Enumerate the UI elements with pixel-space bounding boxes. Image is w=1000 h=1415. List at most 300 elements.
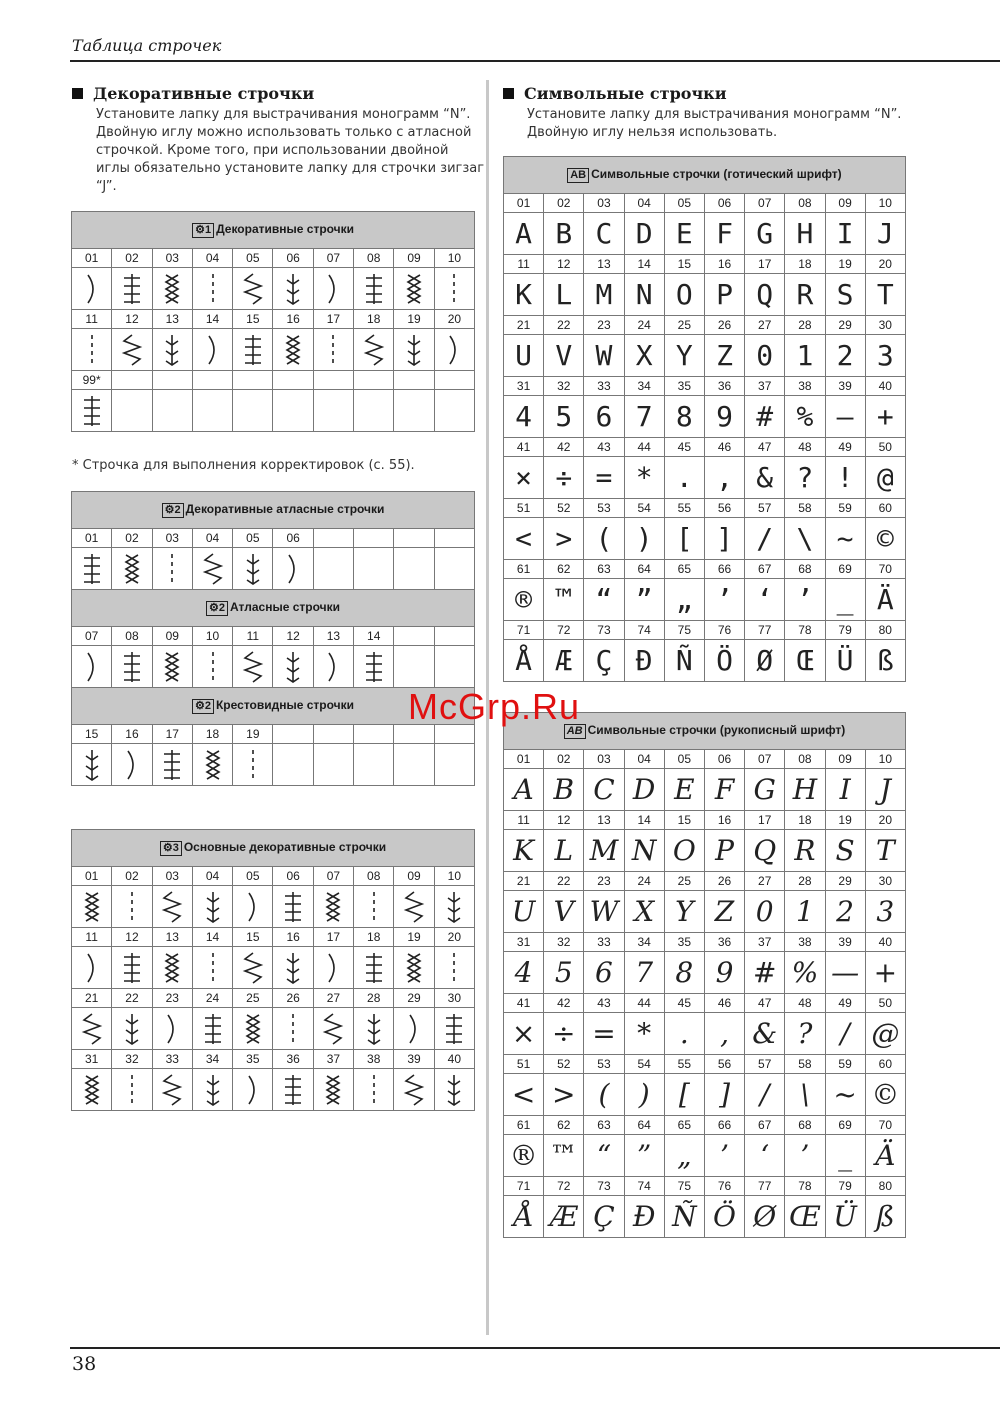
character-cell[interactable]: [584, 891, 624, 933]
character-cell[interactable]: [544, 579, 584, 621]
stitch-cell[interactable]: [233, 947, 273, 989]
character-cell[interactable]: [544, 518, 584, 560]
character-cell[interactable]: [745, 1013, 785, 1055]
stitch-cell[interactable]: [112, 268, 152, 310]
character-cell[interactable]: [584, 1013, 624, 1055]
character-cell[interactable]: [624, 213, 664, 255]
character-cell[interactable]: [865, 274, 905, 316]
character-cell[interactable]: [624, 1074, 664, 1116]
stitch-cell[interactable]: [434, 1008, 474, 1050]
stitch-number: 19: [825, 255, 865, 274]
character-cell[interactable]: [624, 769, 664, 811]
character-glyph: ): [638, 1078, 650, 1111]
character-cell[interactable]: [544, 1196, 584, 1238]
stitch-cell[interactable]: [434, 268, 474, 310]
character-cell[interactable]: [785, 1135, 825, 1177]
stitch-cell[interactable]: [273, 947, 313, 989]
character-cell[interactable]: [825, 769, 865, 811]
character-cell[interactable]: [785, 769, 825, 811]
character-cell[interactable]: [825, 952, 865, 994]
character-cell[interactable]: [825, 640, 865, 682]
stitch-cell[interactable]: [112, 744, 152, 786]
character-cell[interactable]: [745, 396, 785, 438]
character-cell[interactable]: [504, 518, 544, 560]
character-cell[interactable]: [825, 396, 865, 438]
character-cell[interactable]: [584, 579, 624, 621]
character-cell[interactable]: [785, 274, 825, 316]
stitch-cell[interactable]: [273, 646, 313, 688]
stitch-cell[interactable]: [112, 886, 152, 928]
stitch-cell[interactable]: [394, 646, 434, 688]
character-cell[interactable]: [745, 1135, 785, 1177]
stitch-cell[interactable]: [152, 268, 192, 310]
character-cell[interactable]: [504, 1013, 544, 1055]
stitch-pattern-icon: [241, 552, 265, 586]
stitch-cell[interactable]: [313, 390, 353, 432]
stitch-cell[interactable]: [112, 646, 152, 688]
basic-decorative-stitch-table: [71, 829, 475, 1111]
character-cell[interactable]: [624, 891, 664, 933]
character-cell[interactable]: [785, 213, 825, 255]
stitch-cell[interactable]: [394, 329, 434, 371]
character-cell[interactable]: [704, 891, 744, 933]
stitch-cell[interactable]: [152, 1008, 192, 1050]
stitch-cell[interactable]: [72, 947, 112, 989]
character-cell[interactable]: [785, 1074, 825, 1116]
stitch-cell[interactable]: [273, 886, 313, 928]
stitch-cell[interactable]: [112, 390, 152, 432]
character-cell[interactable]: [544, 457, 584, 499]
stitch-number: 02: [112, 249, 152, 268]
character-cell[interactable]: [865, 891, 905, 933]
character-cell[interactable]: [504, 891, 544, 933]
stitch-cell[interactable]: [192, 548, 232, 590]
character-cell[interactable]: [785, 457, 825, 499]
stitch-number: 37: [313, 1050, 353, 1069]
stitch-cell[interactable]: [434, 947, 474, 989]
character-cell[interactable]: [544, 769, 584, 811]
character-cell[interactable]: [745, 213, 785, 255]
stitch-cell[interactable]: [394, 1069, 434, 1111]
stitch-cell[interactable]: [152, 329, 192, 371]
character-glyph: ™: [549, 1139, 578, 1172]
character-cell[interactable]: [745, 457, 785, 499]
stitch-cell[interactable]: [72, 1008, 112, 1050]
stitch-pattern-icon: [201, 272, 225, 306]
character-cell[interactable]: [865, 830, 905, 872]
stitch-cell[interactable]: [394, 886, 434, 928]
stitch-cell[interactable]: [354, 1008, 394, 1050]
character-cell[interactable]: [584, 396, 624, 438]
character-cell[interactable]: [544, 274, 584, 316]
stitch-mode-icon: ⚙2: [162, 503, 184, 518]
character-cell[interactable]: [664, 213, 704, 255]
character-cell[interactable]: [704, 640, 744, 682]
stitch-number: 10: [865, 194, 905, 213]
stitch-cell[interactable]: [72, 329, 112, 371]
character-cell[interactable]: [745, 1074, 785, 1116]
character-cell[interactable]: [785, 335, 825, 377]
stitch-cell[interactable]: [233, 548, 273, 590]
character-cell[interactable]: [544, 640, 584, 682]
stitch-cell[interactable]: [354, 646, 394, 688]
character-cell[interactable]: [664, 518, 704, 560]
character-cell[interactable]: [584, 1196, 624, 1238]
character-glyph: M: [589, 834, 619, 867]
stitch-cell[interactable]: [152, 886, 192, 928]
stitch-cell[interactable]: [313, 268, 353, 310]
stitch-cell[interactable]: [192, 268, 232, 310]
character-cell[interactable]: [704, 213, 744, 255]
character-cell[interactable]: [504, 274, 544, 316]
stitch-cell[interactable]: [112, 947, 152, 989]
character-cell[interactable]: [825, 457, 865, 499]
stitch-cell[interactable]: [72, 646, 112, 688]
character-glyph: ×: [515, 461, 533, 494]
stitch-cell[interactable]: [72, 268, 112, 310]
character-glyph: 7: [635, 956, 654, 989]
stitch-cell[interactable]: [273, 548, 313, 590]
stitch-cell[interactable]: [72, 390, 112, 432]
stitch-pattern-icon: [80, 1012, 104, 1046]
stitch-cell[interactable]: [434, 744, 474, 786]
character-cell[interactable]: [704, 1196, 744, 1238]
character-cell[interactable]: [504, 830, 544, 872]
character-cell[interactable]: [865, 1074, 905, 1116]
character-cell[interactable]: [624, 274, 664, 316]
character-cell[interactable]: [624, 457, 664, 499]
character-cell[interactable]: [624, 640, 664, 682]
stitch-cell[interactable]: [354, 268, 394, 310]
character-cell[interactable]: [624, 1196, 664, 1238]
stitch-cell[interactable]: [313, 329, 353, 371]
character-cell[interactable]: [785, 830, 825, 872]
stitch-cell[interactable]: [354, 744, 394, 786]
character-cell[interactable]: [704, 1135, 744, 1177]
character-cell[interactable]: [704, 830, 744, 872]
stitch-number: 54: [624, 1055, 664, 1074]
character-cell[interactable]: [704, 457, 744, 499]
character-cell[interactable]: [504, 640, 544, 682]
character-cell[interactable]: [825, 830, 865, 872]
character-cell[interactable]: [825, 213, 865, 255]
character-cell[interactable]: [785, 1196, 825, 1238]
stitch-cell[interactable]: [192, 390, 232, 432]
character-cell[interactable]: [865, 769, 905, 811]
character-cell[interactable]: [785, 1013, 825, 1055]
stitch-cell[interactable]: [192, 744, 232, 786]
stitch-cell[interactable]: [354, 548, 394, 590]
stitch-number: 28: [354, 989, 394, 1008]
stitch-cell[interactable]: [112, 1008, 152, 1050]
character-cell[interactable]: [745, 335, 785, 377]
character-cell[interactable]: [825, 1196, 865, 1238]
character-cell[interactable]: [745, 579, 785, 621]
stitch-cell[interactable]: [394, 744, 434, 786]
character-cell[interactable]: [584, 830, 624, 872]
stitch-cell[interactable]: [72, 1069, 112, 1111]
character-cell[interactable]: [664, 274, 704, 316]
character-cell[interactable]: [584, 1135, 624, 1177]
character-cell[interactable]: [664, 891, 704, 933]
character-cell[interactable]: [785, 952, 825, 994]
stitch-cell[interactable]: [434, 1069, 474, 1111]
stitch-cell[interactable]: [233, 646, 273, 688]
character-cell[interactable]: [865, 518, 905, 560]
character-cell[interactable]: [584, 769, 624, 811]
character-cell[interactable]: [704, 769, 744, 811]
character-cell[interactable]: [504, 213, 544, 255]
stitch-cell[interactable]: [72, 886, 112, 928]
stitch-cell[interactable]: [434, 329, 474, 371]
character-cell[interactable]: [865, 396, 905, 438]
character-cell[interactable]: [504, 1074, 544, 1116]
stitch-cell[interactable]: [233, 390, 273, 432]
character-cell[interactable]: [865, 1135, 905, 1177]
character-cell[interactable]: [825, 274, 865, 316]
stitch-cell[interactable]: [313, 646, 353, 688]
character-cell[interactable]: [704, 335, 744, 377]
character-cell[interactable]: [865, 579, 905, 621]
character-cell[interactable]: [664, 1013, 704, 1055]
stitch-cell[interactable]: [313, 744, 353, 786]
character-glyph: #: [752, 956, 777, 989]
character-cell[interactable]: [584, 335, 624, 377]
stitch-cell[interactable]: [72, 548, 112, 590]
character-cell[interactable]: [745, 952, 785, 994]
stitch-cell[interactable]: [273, 329, 313, 371]
character-cell[interactable]: [825, 1135, 865, 1177]
character-cell[interactable]: [745, 274, 785, 316]
character-cell[interactable]: [624, 518, 664, 560]
character-cell[interactable]: [544, 213, 584, 255]
stitch-number: 14: [192, 928, 232, 947]
character-cell[interactable]: [704, 274, 744, 316]
character-cell[interactable]: [865, 213, 905, 255]
character-cell[interactable]: [865, 335, 905, 377]
character-cell[interactable]: [664, 769, 704, 811]
stitch-cell[interactable]: [152, 1069, 192, 1111]
character-cell[interactable]: [825, 579, 865, 621]
character-cell[interactable]: [664, 640, 704, 682]
stitch-pattern-icon: [241, 748, 265, 782]
character-cell[interactable]: [664, 1074, 704, 1116]
character-cell[interactable]: [664, 579, 704, 621]
character-glyph: ’: [720, 1139, 729, 1172]
stitch-cell[interactable]: [354, 329, 394, 371]
character-cell[interactable]: [865, 1013, 905, 1055]
character-cell[interactable]: [544, 830, 584, 872]
character-cell[interactable]: [785, 640, 825, 682]
stitch-cell[interactable]: [152, 947, 192, 989]
character-cell[interactable]: [825, 335, 865, 377]
character-cell[interactable]: [745, 1196, 785, 1238]
character-cell[interactable]: [825, 1074, 865, 1116]
character-cell[interactable]: [504, 396, 544, 438]
character-cell[interactable]: [664, 952, 704, 994]
character-cell[interactable]: [624, 830, 664, 872]
stitch-cell[interactable]: [313, 548, 353, 590]
character-cell[interactable]: [624, 396, 664, 438]
character-cell[interactable]: [584, 457, 624, 499]
stitch-cell[interactable]: [313, 886, 353, 928]
character-cell[interactable]: [504, 579, 544, 621]
stitch-cell[interactable]: [233, 1008, 273, 1050]
character-cell[interactable]: [745, 769, 785, 811]
stitch-cell[interactable]: [434, 886, 474, 928]
character-glyph: Ç: [595, 644, 613, 677]
character-glyph: /: [760, 1078, 770, 1111]
stitch-cell[interactable]: [394, 947, 434, 989]
stitch-cell[interactable]: [192, 947, 232, 989]
character-cell[interactable]: [704, 396, 744, 438]
font-script-icon: AB: [564, 724, 586, 739]
stitch-cell[interactable]: [233, 886, 273, 928]
stitch-cell[interactable]: [354, 947, 394, 989]
stitch-cell[interactable]: [192, 329, 232, 371]
stitch-cell[interactable]: [313, 1008, 353, 1050]
character-intro: Установите лапку для выстрачивания монограмм “N”. Двойную иглу нельзя использовать.: [527, 107, 902, 140]
character-cell[interactable]: [544, 891, 584, 933]
stitch-cell[interactable]: [112, 548, 152, 590]
character-cell[interactable]: [704, 579, 744, 621]
character-cell[interactable]: [704, 1013, 744, 1055]
stitch-cell[interactable]: [273, 1069, 313, 1111]
character-cell[interactable]: [584, 640, 624, 682]
stitch-cell[interactable]: [152, 744, 192, 786]
character-cell[interactable]: [785, 396, 825, 438]
stitch-pattern-icon: [442, 1012, 466, 1046]
character-cell[interactable]: [825, 891, 865, 933]
character-cell[interactable]: [865, 952, 905, 994]
character-cell[interactable]: [544, 1013, 584, 1055]
stitch-cell[interactable]: [394, 548, 434, 590]
character-cell[interactable]: [785, 891, 825, 933]
character-cell[interactable]: [624, 1135, 664, 1177]
character-cell[interactable]: [584, 274, 624, 316]
stitch-number: 46: [704, 994, 744, 1013]
stitch-number: 52: [544, 499, 584, 518]
stitch-cell[interactable]: [72, 744, 112, 786]
character-cell[interactable]: [865, 640, 905, 682]
character-glyph: ,: [720, 1017, 729, 1050]
stitch-number: 20: [434, 928, 474, 947]
stitch-cell[interactable]: [192, 1069, 232, 1111]
stitch-number: 31: [72, 1050, 112, 1069]
character-cell[interactable]: [584, 1074, 624, 1116]
stitch-cell[interactable]: [152, 548, 192, 590]
stitch-cell[interactable]: [434, 390, 474, 432]
character-cell[interactable]: [664, 457, 704, 499]
stitch-pattern-icon: [201, 748, 225, 782]
character-cell[interactable]: [504, 769, 544, 811]
stitch-cell[interactable]: [434, 548, 474, 590]
character-cell[interactable]: [544, 335, 584, 377]
character-cell[interactable]: [825, 1013, 865, 1055]
stitch-cell[interactable]: [273, 744, 313, 786]
character-cell[interactable]: [745, 518, 785, 560]
character-cell[interactable]: [745, 891, 785, 933]
character-cell[interactable]: [745, 830, 785, 872]
character-cell[interactable]: [865, 1196, 905, 1238]
stitch-cell[interactable]: [112, 1069, 152, 1111]
character-cell[interactable]: [584, 518, 624, 560]
character-cell[interactable]: [584, 952, 624, 994]
stitch-cell[interactable]: [192, 646, 232, 688]
stitch-cell[interactable]: [233, 329, 273, 371]
character-glyph: E: [675, 217, 693, 250]
stitch-cell[interactable]: [394, 390, 434, 432]
character-cell[interactable]: [504, 1135, 544, 1177]
stitch-cell[interactable]: [354, 390, 394, 432]
stitch-cell[interactable]: [313, 1069, 353, 1111]
stitch-number: 03: [584, 750, 624, 769]
character-cell[interactable]: [745, 640, 785, 682]
stitch-cell[interactable]: [394, 1008, 434, 1050]
character-cell[interactable]: [664, 396, 704, 438]
stitch-cell[interactable]: [192, 1008, 232, 1050]
stitch-number: 26: [273, 989, 313, 1008]
stitch-number: 14: [624, 255, 664, 274]
stitch-cell[interactable]: [152, 646, 192, 688]
character-cell[interactable]: [544, 1135, 584, 1177]
character-cell[interactable]: [704, 518, 744, 560]
stitch-number: 15: [72, 725, 112, 744]
character-cell[interactable]: [704, 1074, 744, 1116]
character-cell[interactable]: [504, 457, 544, 499]
stitch-cell[interactable]: [394, 268, 434, 310]
stitch-cell[interactable]: [354, 886, 394, 928]
stitch-cell[interactable]: [192, 886, 232, 928]
character-cell[interactable]: [785, 579, 825, 621]
stitch-cell[interactable]: [233, 268, 273, 310]
character-cell[interactable]: [584, 213, 624, 255]
character-cell[interactable]: [865, 457, 905, 499]
character-cell[interactable]: [624, 1013, 664, 1055]
character-cell[interactable]: [624, 579, 664, 621]
character-cell[interactable]: [544, 396, 584, 438]
character-cell[interactable]: [664, 335, 704, 377]
stitch-cell[interactable]: [273, 1008, 313, 1050]
character-glyph: Œ: [796, 644, 814, 677]
stitch-number: 29: [825, 316, 865, 335]
character-cell[interactable]: [664, 1135, 704, 1177]
stitch-cell[interactable]: [273, 268, 313, 310]
stitch-cell[interactable]: [233, 1069, 273, 1111]
stitch-cell[interactable]: [233, 744, 273, 786]
stitch-cell[interactable]: [354, 1069, 394, 1111]
character-cell[interactable]: [544, 1074, 584, 1116]
character-cell[interactable]: [544, 952, 584, 994]
stitch-cell[interactable]: [313, 947, 353, 989]
stitch-cell[interactable]: [152, 390, 192, 432]
character-cell[interactable]: [624, 335, 664, 377]
stitch-cell[interactable]: [434, 646, 474, 688]
character-cell[interactable]: [704, 952, 744, 994]
stitch-cell[interactable]: [112, 329, 152, 371]
character-cell[interactable]: [664, 830, 704, 872]
character-cell[interactable]: [664, 1196, 704, 1238]
character-cell[interactable]: [504, 335, 544, 377]
character-cell[interactable]: [504, 1196, 544, 1238]
character-cell[interactable]: [504, 952, 544, 994]
character-cell[interactable]: [785, 518, 825, 560]
stitch-cell[interactable]: [273, 390, 313, 432]
character-glyph: ’: [800, 1139, 810, 1172]
character-cell[interactable]: [624, 952, 664, 994]
character-cell[interactable]: [825, 518, 865, 560]
stitch-number: 19: [233, 725, 273, 744]
